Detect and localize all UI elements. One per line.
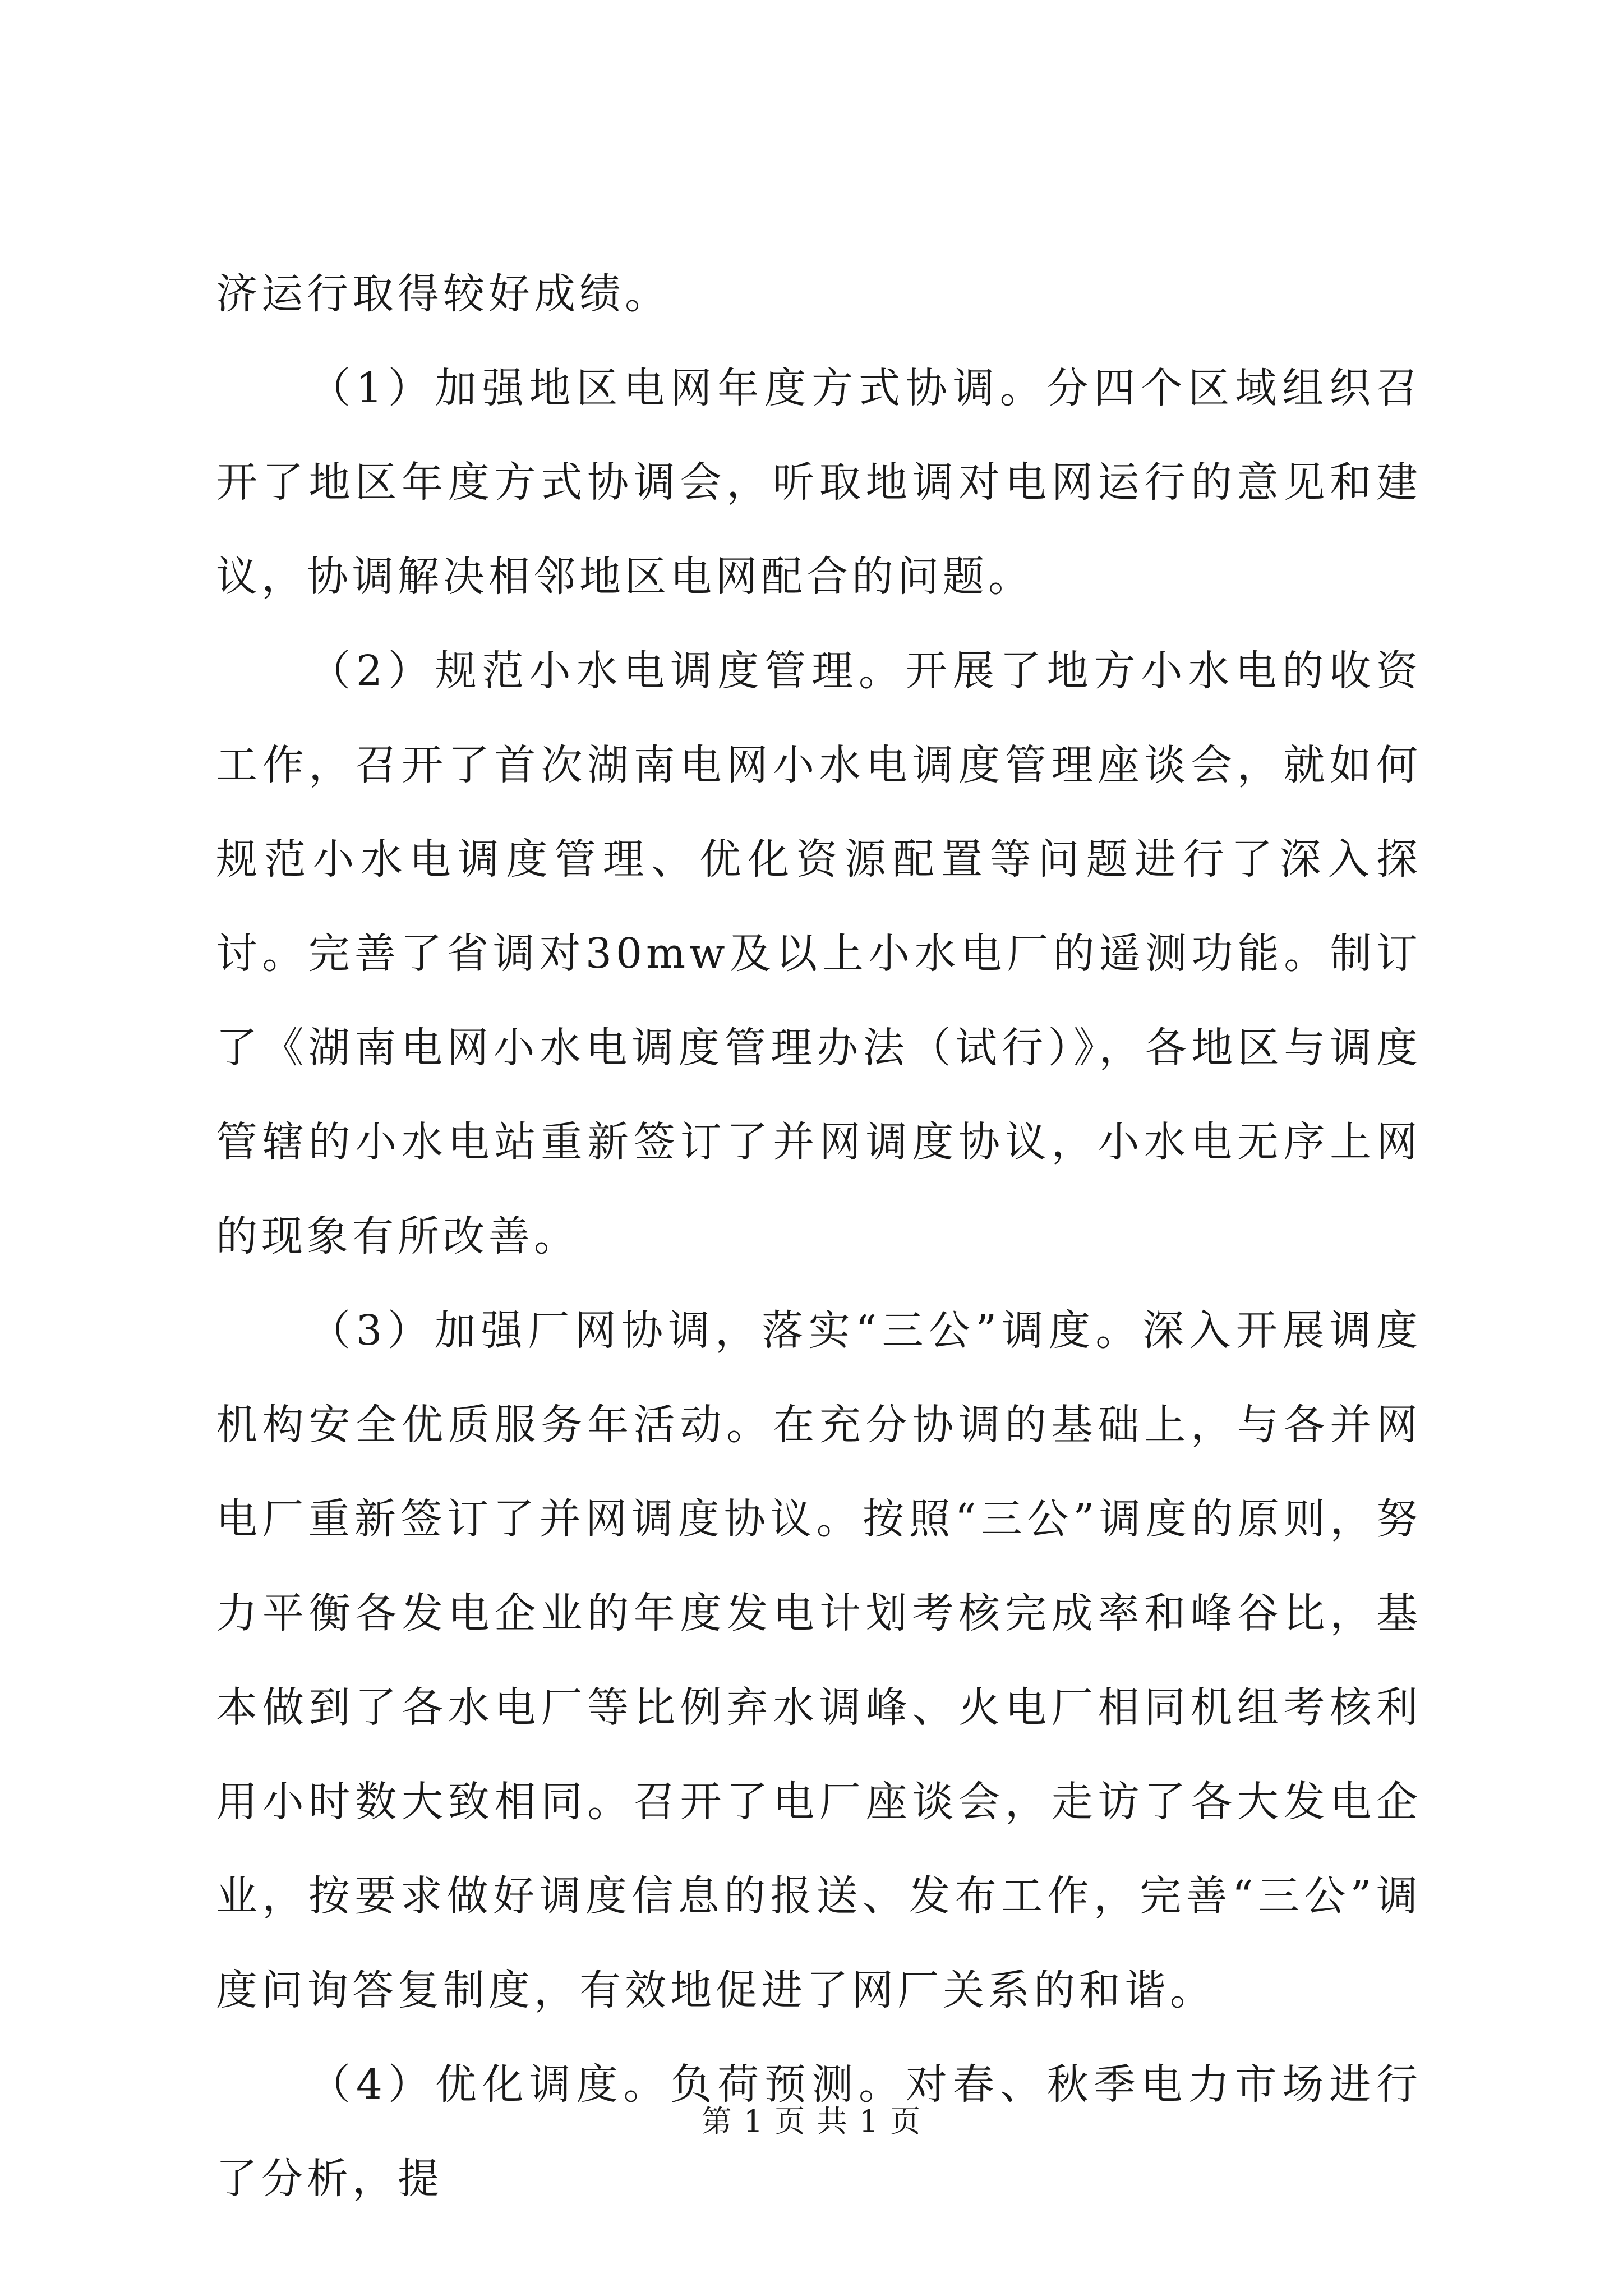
paragraph-item-4: （4）优化调度。负荷预测。对春、秋季电力市场进行了分析，提 (216, 2060, 1422, 2203)
paragraph-item-3: （3）加强厂网协调，落实“三公”调度。深入开展调度机构安全优质服务年活动。在充分协调的基础上，与各并网电厂重新签订了并网调度协议。按照“三公”调度的原则，努力平衡各发电企业的年度发电计划考核完成率和峰谷比，基本做到了各水电厂等比例弃水调峰、火电厂相同机组考核利用小时数大致相同。召开了电厂座谈会，走访了各大发电企业，按要求做好调度信息的报送、发布工作，完善“三公”调度问询答复制度，有效地促进了网厂关系的和谐。 (216, 1306, 1422, 2014)
page-footer: 第 1 页 共 1 页 (701, 2104, 922, 2139)
paragraph-item-2: （2）规范小水电调度管理。开展了地方小水电的收资工作，召开了首次湖南电网小水电调度管理座谈会，就如何规范小水电调度管理、优化资源配置等问题进行了深入探讨。完善了省调对30mw及以上小水电厂的遥测功能。制订了《湖南电网小水电调度管理办法（试行）》，各地区与调度管辖的小水电站重新签订了并网调度协议，小水电无序上网的现象有所改善。 (216, 647, 1422, 1260)
paragraph-continuation: 济运行取得较好成绩。 (216, 270, 670, 318)
paragraph-item-1: （1）加强地区电网年度方式协调。分四个区域组织召开了地区年度方式协调会，听取地调对电网运行的意见和建议，协调解决相邻地区电网配合的问题。 (216, 364, 1422, 601)
document-body (216, 247, 1422, 2226)
